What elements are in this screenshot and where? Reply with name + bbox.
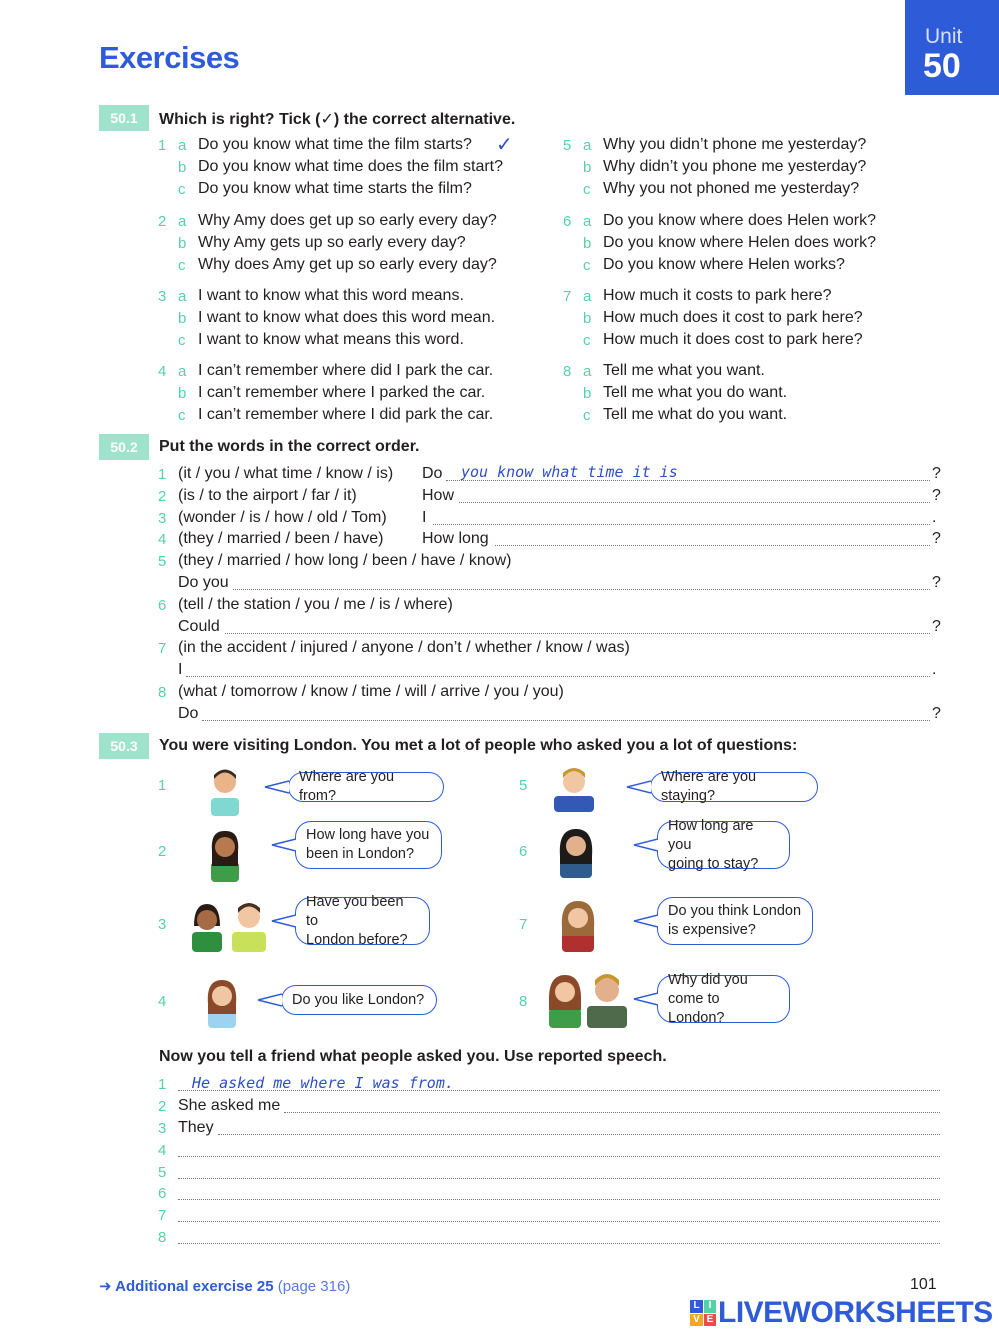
brand-name: LIVEWORKSHEETS — [718, 1296, 993, 1329]
answer-line[interactable] — [202, 719, 930, 721]
question-text: Why did you come to London? — [668, 971, 748, 1026]
exercise-badge-50-3: 50.3 — [99, 733, 149, 759]
item-number: 7 — [563, 288, 572, 305]
option-text[interactable]: Do you know where does Helen work? — [603, 212, 877, 229]
question-text: Do you like London? — [292, 991, 425, 1008]
speech-bubble — [288, 769, 444, 804]
option-letter: c — [178, 181, 186, 198]
unit-badge — [905, 0, 999, 95]
option-letter: c — [178, 332, 186, 349]
couple-illustration — [188, 900, 272, 952]
option-text[interactable]: Do you know what time the film starts? — [198, 136, 472, 153]
link-label[interactable]: ➜ Additional exercise 25 — [99, 1278, 274, 1295]
item-number: 6 — [563, 213, 572, 230]
item-number: 3 — [158, 288, 167, 305]
sentence-start: Do you — [178, 574, 229, 591]
end-punctuation: ? — [932, 487, 941, 504]
item-number: 6 — [158, 1185, 167, 1202]
word-prompt: (it / you / what time / know / is) — [178, 465, 394, 482]
item-number: 5 — [519, 777, 528, 794]
item-number: 2 — [158, 843, 167, 860]
item-number: 5 — [563, 137, 572, 154]
speech-bubble — [657, 971, 790, 1026]
option-text[interactable]: Tell me what do you want. — [603, 406, 788, 423]
bubble-tail-icon — [625, 779, 651, 795]
check-mark-icon: ✓ — [496, 134, 513, 156]
bubble-tail-icon — [256, 992, 282, 1008]
end-punctuation: ? — [932, 530, 941, 547]
option-text[interactable]: I can’t remember where did I park the car. — [198, 362, 494, 379]
sentence-start: I — [422, 509, 427, 526]
unit-number: 50 — [923, 47, 961, 85]
word-prompt: (they / married / how long / been / have / know) — [178, 552, 512, 569]
couple-illustration — [545, 970, 631, 1028]
answer-line[interactable] — [433, 523, 930, 525]
bubble-tail-icon — [632, 837, 658, 853]
question-text: Where are you staying? — [661, 769, 757, 804]
end-punctuation: . — [932, 661, 937, 678]
option-letter: c — [583, 407, 591, 424]
item-number: 7 — [158, 640, 167, 657]
option-letter: a — [178, 288, 187, 305]
page-title: Exercises — [99, 40, 240, 75]
item-number: 1 — [158, 466, 167, 483]
speech-bubble — [295, 893, 430, 948]
item-number: 7 — [158, 1207, 167, 1224]
exercise-badge-50-2: 50.2 — [99, 434, 149, 460]
exercise-instruction-50-1: Which is right? Tick (✓) the correct alternative. — [159, 111, 516, 128]
man-illustration — [548, 766, 600, 812]
speech-bubble — [281, 985, 437, 1015]
item-number: 6 — [158, 597, 167, 614]
answer-line[interactable] — [225, 632, 930, 634]
woman-illustration — [556, 898, 600, 952]
liveworksheets-icon: L I V E — [690, 1300, 716, 1326]
option-text[interactable]: Do you know what time starts the film? — [198, 180, 472, 197]
answer-line[interactable] — [178, 1220, 940, 1222]
option-text[interactable]: Why Amy gets up so early every day? — [198, 234, 466, 251]
option-text[interactable]: How much it costs to park here? — [603, 287, 832, 304]
option-letter: c — [583, 181, 591, 198]
answer-line[interactable] — [186, 675, 930, 677]
option-letter: b — [583, 385, 592, 402]
question-text: Do you think London is expensive? — [668, 903, 802, 938]
end-punctuation: ? — [932, 574, 941, 591]
word-prompt: (what / tomorrow / know / time / will / arrive / you / you) — [178, 683, 564, 700]
sentence-start: How — [422, 487, 455, 504]
man-illustration — [202, 766, 248, 816]
item-number: 1 — [158, 137, 167, 154]
option-text[interactable]: Why you didn’t phone me yesterday? — [603, 136, 867, 153]
bubble-tail-icon — [632, 991, 658, 1007]
sentence-start: How long — [422, 530, 489, 547]
item-number: 8 — [158, 1229, 167, 1246]
item-number: 4 — [158, 1142, 167, 1159]
bubble-tail-icon — [632, 913, 658, 929]
word-prompt: (tell / the station / you / me / is / where) — [178, 596, 453, 613]
answer-line[interactable] — [233, 588, 930, 590]
item-number: 1 — [158, 1076, 167, 1093]
question-text: Where are you from? — [299, 769, 395, 804]
option-letter: a — [583, 288, 592, 305]
word-prompt: (wonder / is / how / old / Tom) — [178, 509, 387, 526]
option-letter: a — [178, 137, 187, 154]
woman-illustration — [202, 828, 248, 882]
answer-line[interactable] — [178, 1177, 940, 1179]
item-number: 2 — [158, 1098, 167, 1115]
sentence-start: Do — [422, 465, 443, 482]
option-text[interactable]: I can’t remember where I parked the car. — [198, 384, 486, 401]
option-text[interactable]: Why does Amy get up so early every day? — [198, 256, 497, 273]
answer-text[interactable]: He asked me where I was from. — [192, 1074, 454, 1092]
option-text[interactable]: Why Amy does get up so early every day? — [198, 212, 497, 229]
item-number: 8 — [519, 993, 528, 1010]
option-text[interactable]: I can’t remember where I did park the car. — [198, 406, 494, 423]
item-number: 4 — [158, 531, 167, 548]
option-text[interactable]: Why you not phoned me yesterday? — [603, 180, 860, 197]
option-text[interactable]: Do you know where Helen works? — [603, 256, 845, 273]
option-letter: c — [583, 332, 591, 349]
item-number: 4 — [158, 363, 167, 380]
option-letter: c — [178, 407, 186, 424]
liveworksheets-logo — [690, 1296, 993, 1330]
end-punctuation: ? — [932, 618, 941, 635]
option-text[interactable]: Do you know what time does the film start? — [198, 158, 504, 175]
sentence-start: Do — [178, 705, 199, 722]
option-letter: b — [583, 159, 592, 176]
option-text[interactable]: Tell me what you want. — [603, 362, 765, 379]
option-letter: a — [178, 363, 187, 380]
exercise-instruction-50-3: You were visiting London. You met a lot of people who asked you a lot of questions: — [159, 737, 798, 754]
word-prompt: (they / married / been / have) — [178, 530, 384, 547]
answer-line[interactable] — [284, 1111, 940, 1113]
speech-bubble — [295, 821, 442, 869]
option-letter: a — [583, 137, 592, 154]
answer-line[interactable] — [178, 1242, 940, 1244]
exercise-badge-50-1: 50.1 — [99, 105, 149, 131]
sub-instruction: Now you tell a friend what people asked you. Use reported speech. — [159, 1048, 667, 1065]
end-punctuation: ? — [932, 705, 941, 722]
item-number: 8 — [158, 684, 167, 701]
question-text: Have you been to London before? — [306, 893, 408, 948]
question-text: How long are you going to stay? — [668, 817, 759, 872]
end-punctuation: ? — [932, 465, 941, 482]
word-prompt: (is / to the airport / far / it) — [178, 487, 357, 504]
option-letter: b — [178, 310, 187, 327]
item-number: 1 — [158, 777, 167, 794]
option-text[interactable]: I want to know what means this word. — [198, 331, 464, 348]
answer-text[interactable]: you know what time it is — [461, 463, 678, 481]
option-text[interactable]: Tell me what you do want. — [603, 384, 788, 401]
item-number: 2 — [158, 213, 167, 230]
option-text[interactable]: Why didn’t you phone me yesterday? — [603, 158, 867, 175]
question-text: How long have you been in London? — [306, 827, 430, 862]
additional-exercise-link[interactable] — [99, 1277, 350, 1295]
end-punctuation: . — [932, 509, 937, 526]
speech-bubble — [657, 897, 813, 945]
option-text[interactable]: How much does it cost to park here? — [603, 309, 863, 326]
answer-line[interactable] — [459, 501, 930, 503]
option-letter: b — [178, 159, 187, 176]
option-letter: a — [583, 213, 592, 230]
item-number: 4 — [158, 993, 167, 1010]
exercise-instruction-50-2: Put the words in the correct order. — [159, 438, 420, 455]
unit-label: Unit — [925, 25, 963, 48]
option-letter: c — [178, 257, 186, 274]
option-letter: b — [178, 385, 187, 402]
sentence-start: They — [178, 1119, 214, 1136]
option-letter: a — [178, 213, 187, 230]
option-text[interactable]: How much it does cost to park here? — [603, 331, 863, 348]
bubble-tail-icon — [263, 779, 289, 795]
bubble-tail-icon — [270, 837, 296, 853]
item-number: 3 — [158, 1120, 167, 1137]
item-number: 5 — [158, 553, 167, 570]
option-letter: b — [583, 310, 592, 327]
sentence-start: I — [178, 661, 183, 678]
bubble-tail-icon — [270, 913, 296, 929]
speech-bubble — [657, 817, 790, 872]
option-text[interactable]: Do you know where Helen does work? — [603, 234, 877, 251]
item-number: 6 — [519, 843, 528, 860]
answer-line[interactable] — [218, 1133, 940, 1135]
page-number: 101 — [910, 1276, 937, 1293]
option-letter: b — [178, 235, 187, 252]
option-letter: c — [583, 257, 591, 274]
item-number: 8 — [563, 363, 572, 380]
speech-bubble — [650, 769, 818, 804]
option-letter: b — [583, 235, 592, 252]
woman-illustration — [200, 976, 244, 1028]
answer-line[interactable] — [178, 1155, 940, 1157]
item-number: 7 — [519, 916, 528, 933]
woman-illustration — [552, 826, 600, 878]
answer-line[interactable] — [178, 1198, 940, 1200]
answer-line[interactable] — [495, 544, 930, 546]
option-letter: a — [583, 363, 592, 380]
item-number: 2 — [158, 488, 167, 505]
sentence-start: She asked me — [178, 1097, 281, 1114]
option-text[interactable]: I want to know what this word means. — [198, 287, 464, 304]
option-text[interactable]: I want to know what does this word mean. — [198, 309, 496, 326]
word-prompt: (in the accident / injured / anyone / don’t / whether / know / was) — [178, 639, 630, 656]
item-number: 5 — [158, 1164, 167, 1181]
sentence-start: Could — [178, 618, 220, 635]
link-page: (page 316) — [277, 1278, 351, 1295]
item-number: 3 — [158, 510, 167, 527]
item-number: 3 — [158, 916, 167, 933]
